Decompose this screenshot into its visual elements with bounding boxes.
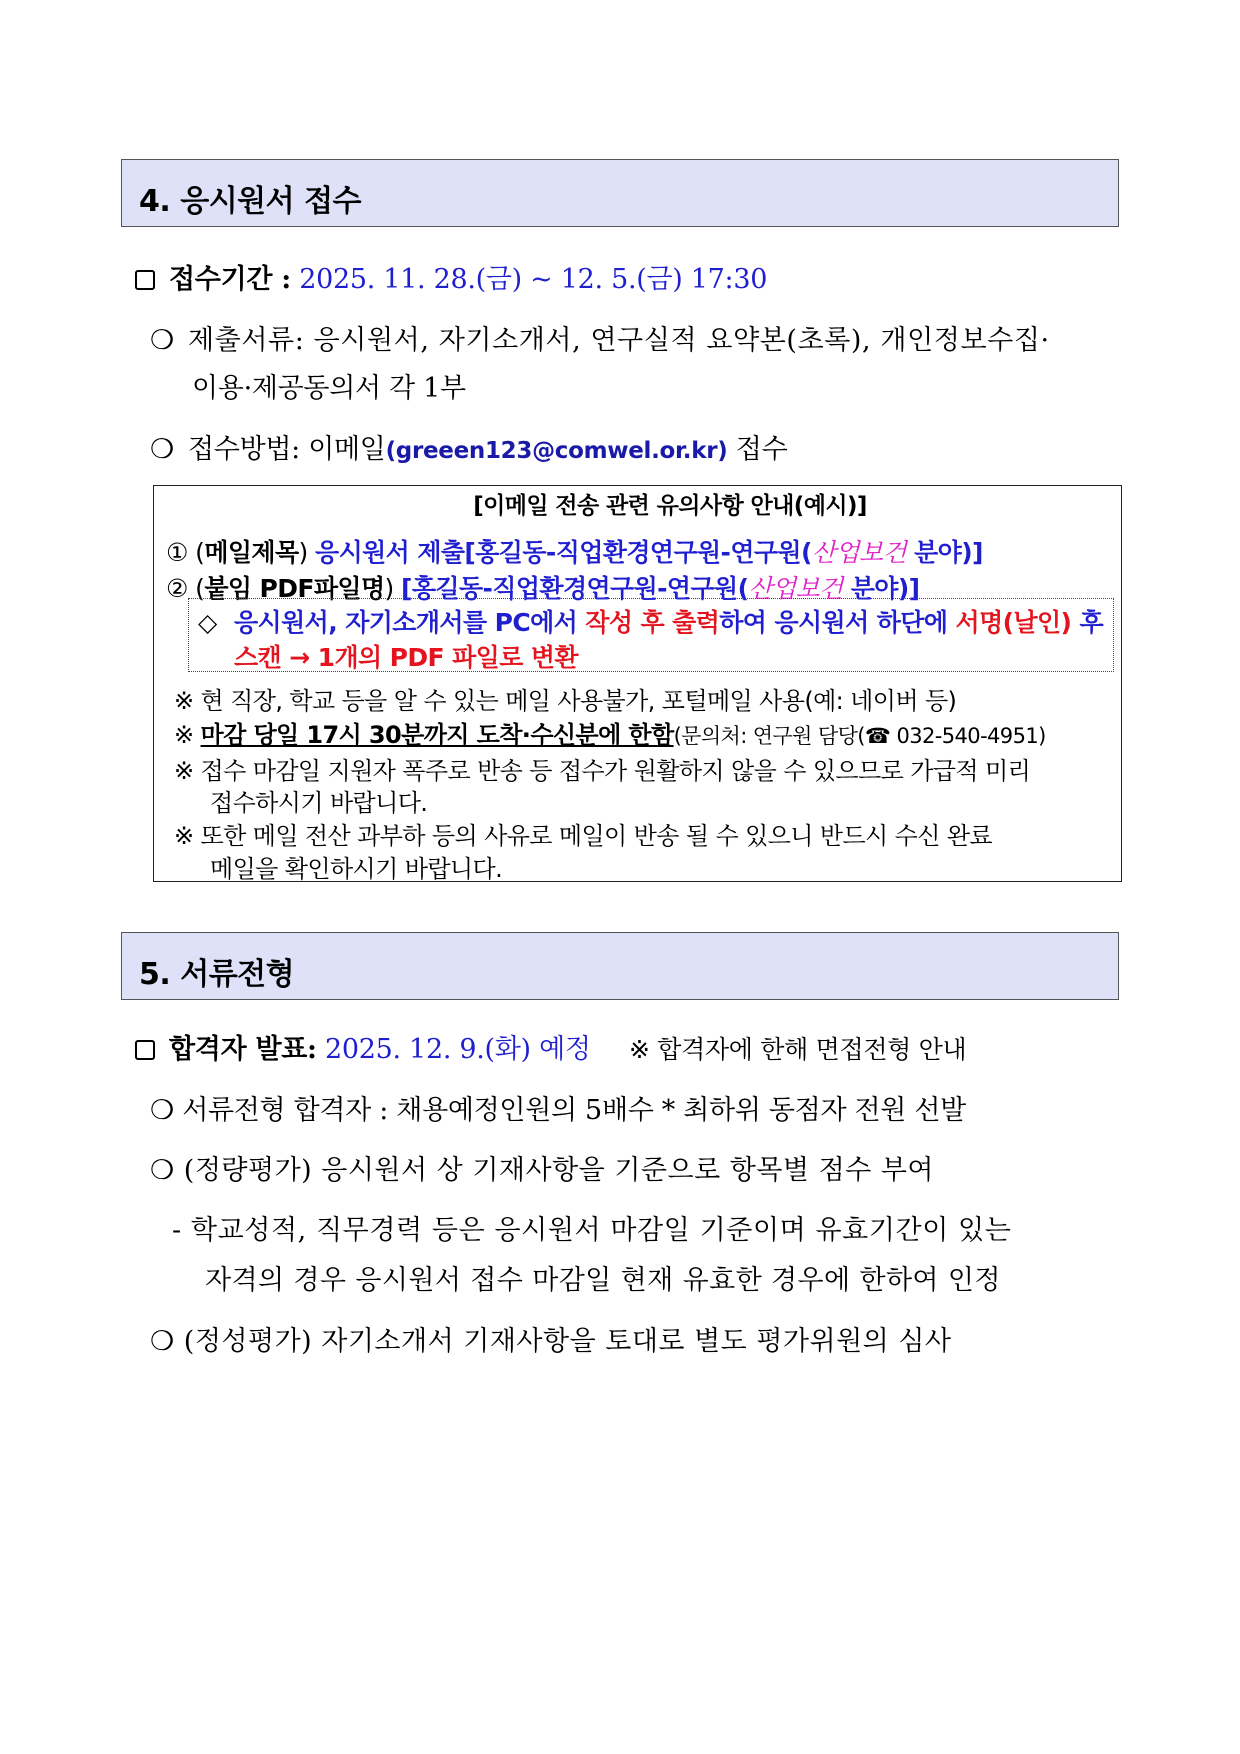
item-2-value: [홍길동-직업환경연구원-연구원( <box>401 574 749 603</box>
section-5-title: 5. 서류전형 <box>139 957 295 992</box>
diamond-icon: ◇ <box>198 608 217 637</box>
method-suffix: 접수 <box>735 434 788 465</box>
item-1-mid: ) <box>298 538 308 567</box>
checkbox-square-icon <box>135 270 155 290</box>
announce-note: ※ 합격자에 한해 면접전형 안내 <box>628 1035 967 1064</box>
section-4-title: 4. 응시원서 접수 <box>139 184 362 219</box>
note-2-small: (문의처: 연구원 담당(☎ 032-540-4951) <box>673 724 1046 748</box>
item-1-italic: 산업보건 <box>811 538 906 567</box>
instruction-b: 작성 후 출력 <box>585 608 720 637</box>
announce-label: 합격자 발표: <box>169 1034 317 1065</box>
instruction-e: 후 <box>1071 608 1104 637</box>
section-5-bullet-3: ❍ (정성평가) 자기소개서 기재사항을 토대로 별도 평가위원의 심사 <box>150 1326 952 1357</box>
notice-title: [이메일 전송 관련 유의사항 안내(예시)] <box>473 493 867 519</box>
circle-bullet-icon: ❍ <box>150 325 175 356</box>
item-2-end: 분야)] <box>842 574 920 603</box>
documents-line-2 <box>192 366 466 405</box>
notice-note-3-line-2: 접수하시기 바랍니다. <box>210 789 428 817</box>
period-label: 접수기간 : <box>169 264 291 295</box>
section-5-sub-line-1: - 학교성적, 직무경력 등은 응시원서 마감일 기준이며 유효기간이 있는 <box>172 1215 1012 1246</box>
instruction-line-1 <box>198 603 1103 639</box>
item-1-end: 분야)] <box>906 538 983 567</box>
checkbox-square-icon <box>135 1040 155 1060</box>
item-1-value: 응시원서 제출[홍길동-직업환경연구원-연구원( <box>315 538 812 567</box>
documents-text-1: 제출서류: 응시원서, 자기소개서, 연구실적 요약본(초록), 개인정보수집· <box>188 325 1050 356</box>
item-2-mid: ) <box>384 574 394 603</box>
notice-note-4-line-2: 메일을 확인하시기 바랍니다. <box>210 855 503 883</box>
section-4-header <box>121 159 1119 227</box>
notice-note-3-line-1: ※ 접수 마감일 지원자 폭주로 반송 등 접수가 원활하지 않을 수 있으므로 가급적 미리 <box>174 757 1031 785</box>
item-2-label: 붙임 PDF파일명 <box>204 574 385 603</box>
instruction-d: 서명(날인) <box>955 608 1072 637</box>
circle-bullet-icon: ❍ <box>150 434 174 465</box>
section-5-bullet-2: ❍ (정량평가) 응시원서 상 기재사항을 기준으로 항목별 점수 부여 <box>150 1155 934 1186</box>
application-period <box>135 257 767 296</box>
section-5-bullet-1: ❍ 서류전형 합격자 : 채용예정인원의 5배수 * 최하위 동점자 전원 선발 <box>150 1095 966 1126</box>
notice-item-1 <box>166 533 983 569</box>
item-2-italic: 산업보건 <box>748 574 843 603</box>
instruction-a: 응시원서, 자기소개서를 PC에서 <box>234 608 586 637</box>
item-2-prefix: ② ( <box>166 574 205 603</box>
note-2-bold: 마감 당일 17시 30분까지 도착·수신분에 한함 <box>200 721 674 749</box>
instruction-line-2: 스캔 → 1개의 PDF 파일로 변환 <box>234 643 578 672</box>
item-1-label: 메일제목 <box>204 538 299 567</box>
announce-value: 2025. 12. 9.(화) 예정 <box>324 1034 591 1065</box>
period-value: 2025. 11. 28.(금) ~ 12. 5.(금) 17:30 <box>299 264 768 295</box>
documents-text-2: 이용·제공동의서 각 1부 <box>192 373 466 404</box>
notice-note-2 <box>174 715 1046 750</box>
note-2-mark: ※ <box>174 721 194 749</box>
method-label: 접수방법: 이메일 <box>188 434 386 465</box>
item-1-prefix: ① ( <box>166 538 205 567</box>
notice-note-1: ※ 현 직장, 학교 등을 알 수 있는 메일 사용불가, 포털메일 사용(예: 네이버 등) <box>174 687 957 715</box>
notice-note-4-line-1: ※ 또한 메일 전산 과부하 등의 사유로 메일이 반송 될 수 있으니 반드시 수신 완료 <box>174 822 993 850</box>
instruction-c: 하여 응시원서 하단에 <box>719 608 956 637</box>
section-5-sub-line-2: 자격의 경우 응시원서 접수 마감일 현재 유효한 경우에 한하여 인정 <box>205 1265 1001 1296</box>
method-email-link[interactable]: (greeen123@comwel.or.kr) <box>385 438 728 464</box>
section-5-header <box>121 932 1119 1000</box>
submission-method <box>150 427 787 466</box>
result-announcement <box>135 1027 966 1066</box>
documents-line-1 <box>150 318 1050 357</box>
